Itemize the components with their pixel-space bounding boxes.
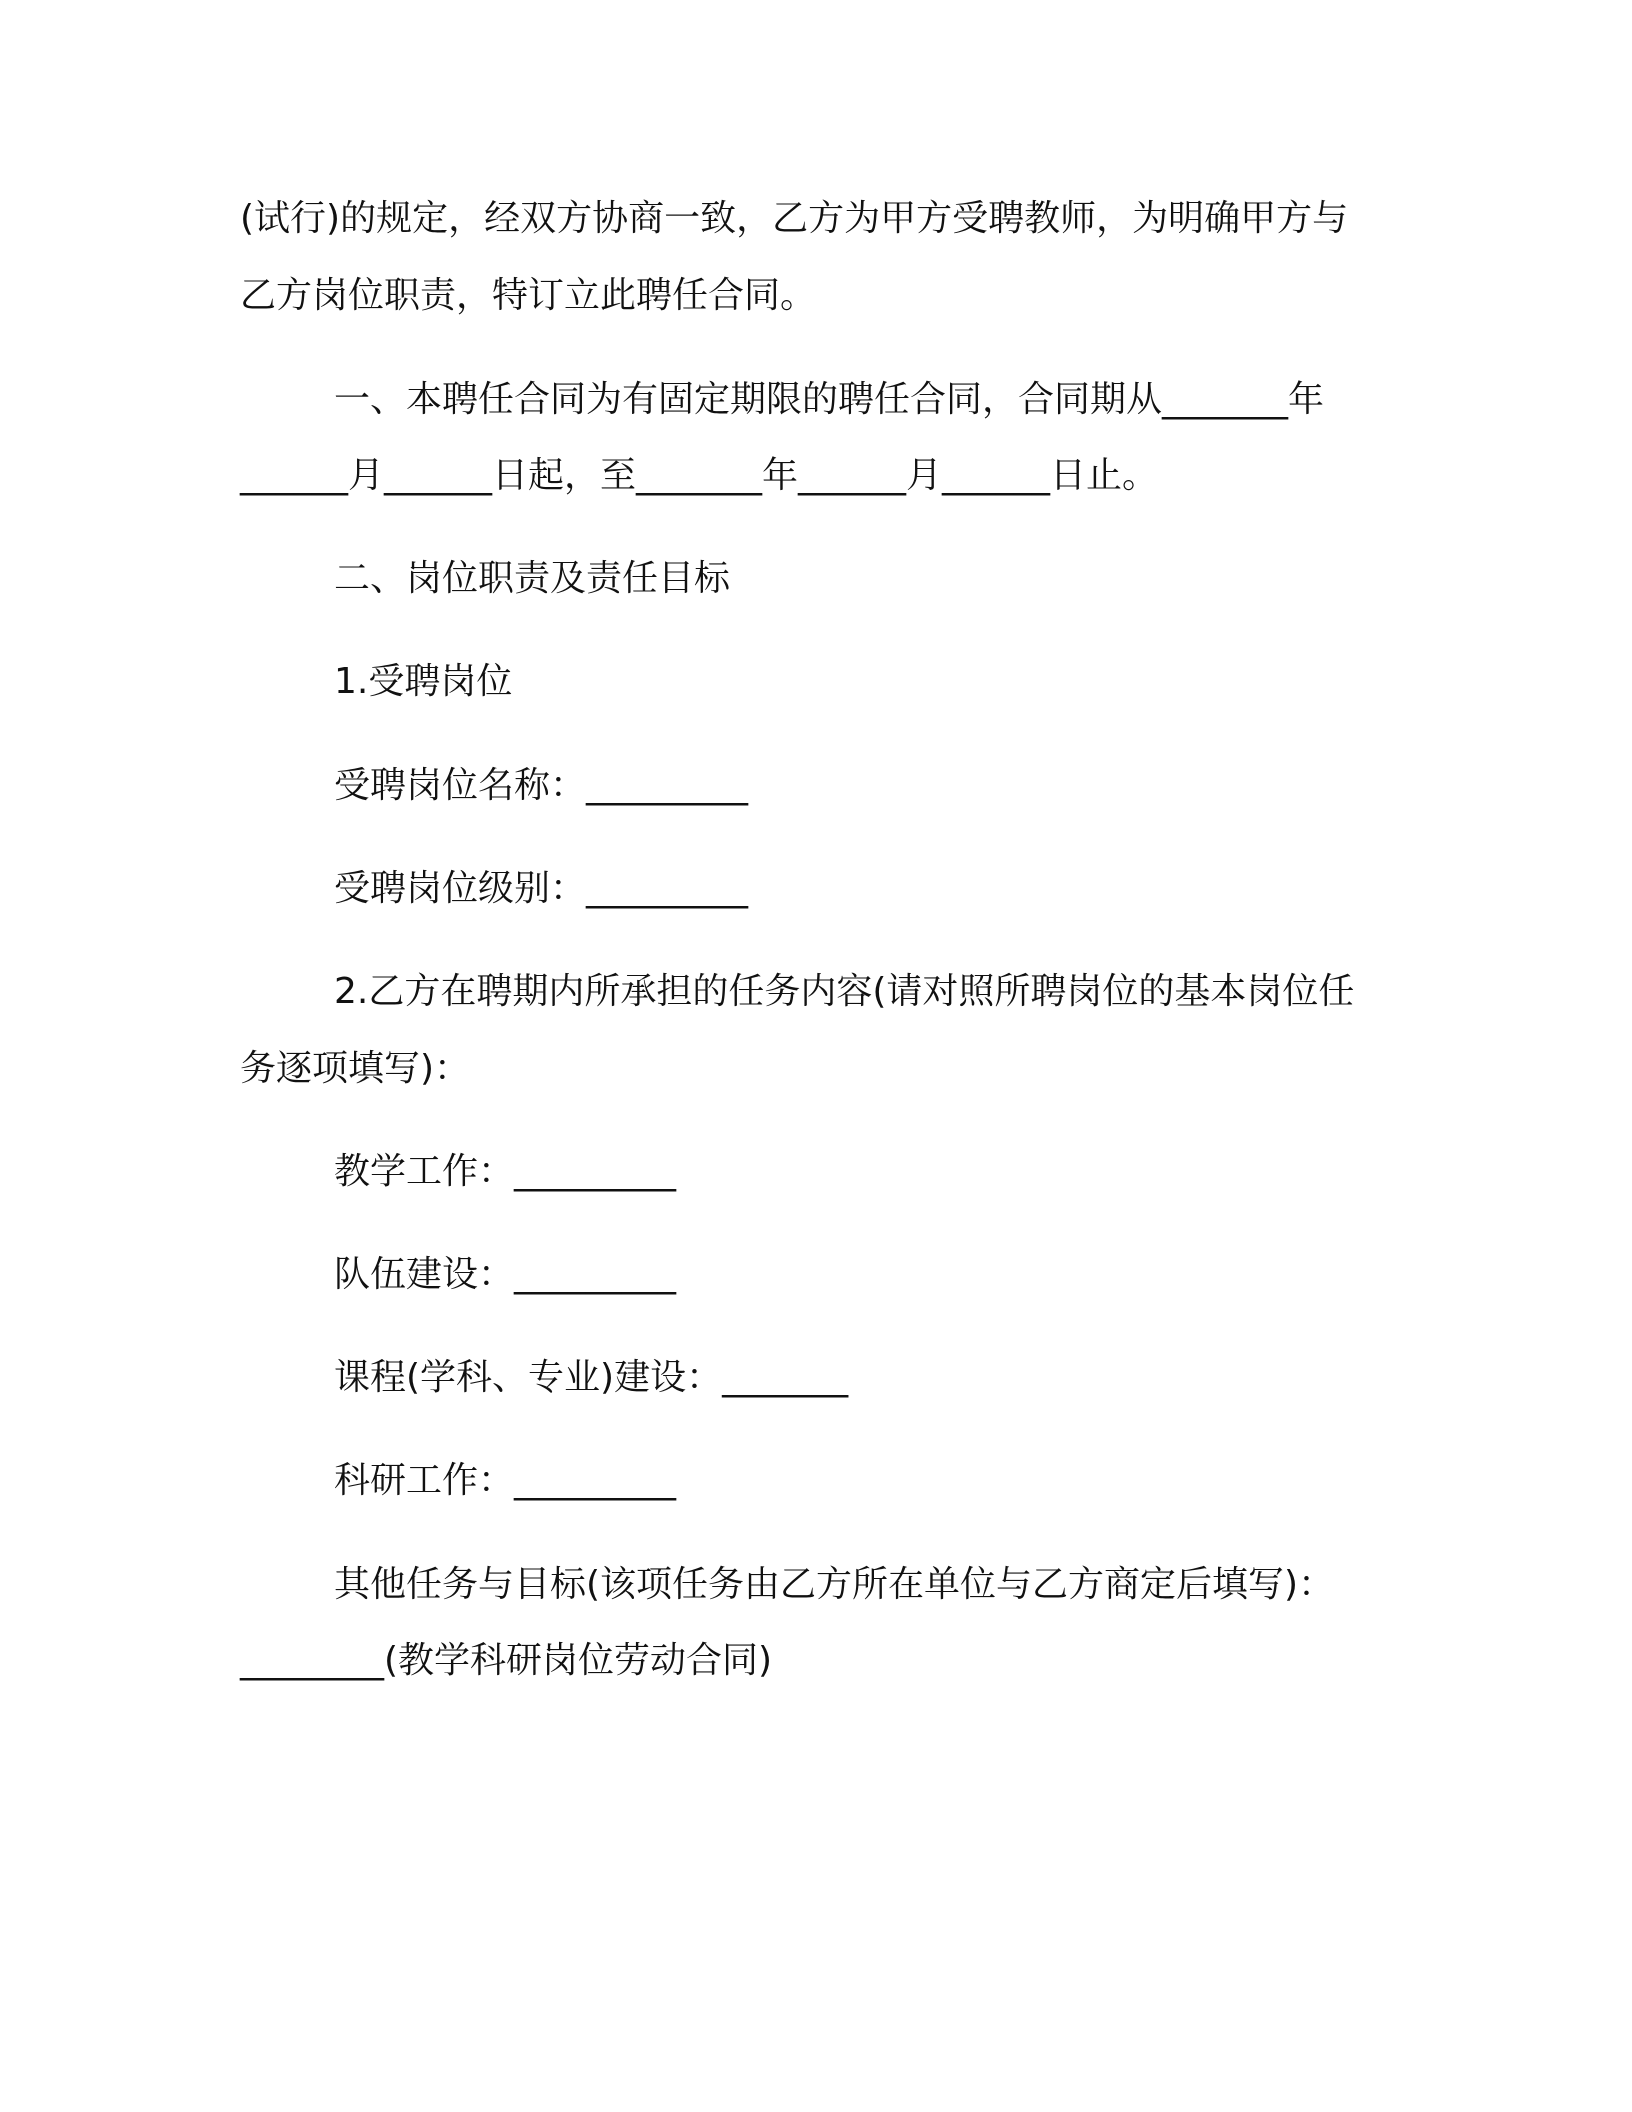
form-field-line: 队伍建设：_________ — [334, 1254, 677, 1295]
form-field-line: 课程(学科、专业)建设：_______ — [334, 1357, 849, 1398]
subsection-heading: 2.乙方在聘期内所承担的任务内容(请对照所聘岗位的基本岗位任 — [334, 971, 1355, 1012]
form-field-line: 其他任务与目标(该项任务由乙方所在单位与乙方商定后填写)： — [334, 1564, 1335, 1605]
subsection-heading: 1.受聘岗位 — [334, 661, 513, 702]
paragraph-line: 乙方岗位职责，特订立此聘任合同。 — [240, 275, 817, 316]
section-one-line: ______月______日起，至_______年______月______日止。 — [240, 455, 1159, 496]
form-field-line: 受聘岗位名称：_________ — [334, 765, 749, 806]
section-heading: 二、岗位职责及责任目标 — [334, 558, 731, 599]
section-one-line: 一、本聘任合同为有固定期限的聘任合同，合同期从_______年 — [334, 379, 1325, 420]
form-field-line: ________(教学科研岗位劳动合同) — [240, 1640, 773, 1681]
subsection-heading: 务逐项填写)： — [240, 1048, 471, 1089]
form-field-line: 受聘岗位级别：_________ — [334, 868, 749, 909]
form-field-line: 科研工作：_________ — [334, 1460, 677, 1501]
form-field-line: 教学工作：_________ — [334, 1151, 677, 1192]
paragraph-line: (试行)的规定，经双方协商一致，乙方为甲方受聘教师，为明确甲方与 — [240, 198, 1349, 239]
